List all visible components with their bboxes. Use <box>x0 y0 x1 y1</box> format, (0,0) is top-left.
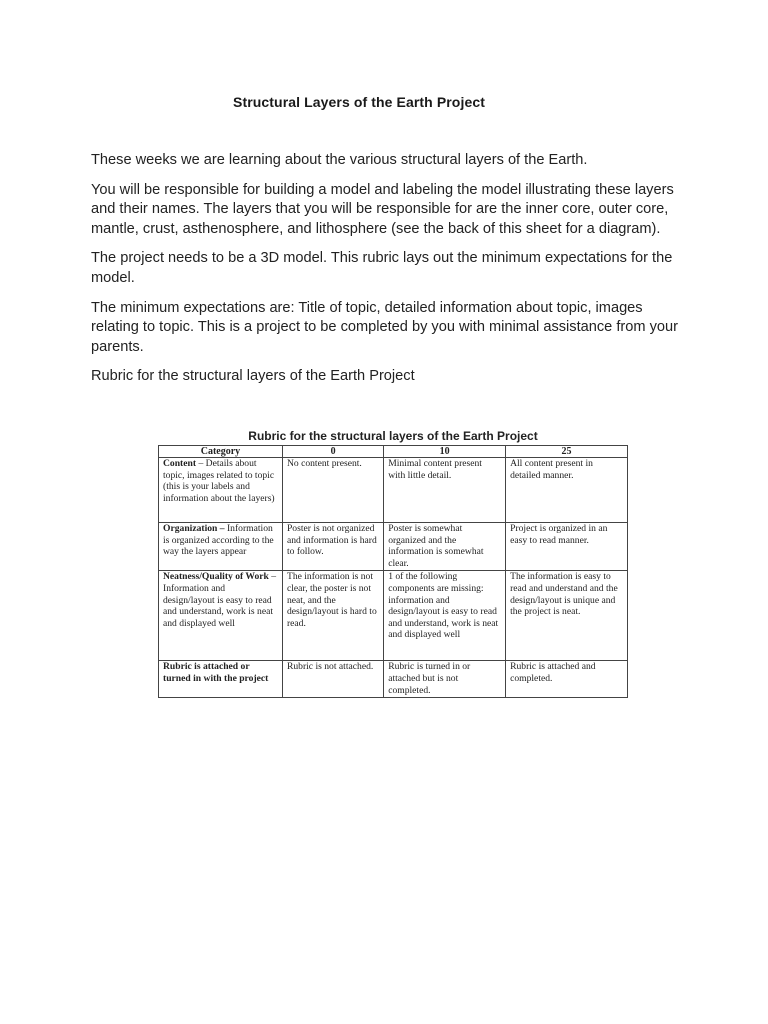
category-name: Content <box>163 458 197 469</box>
header-category: Category <box>159 446 283 458</box>
score-25-cell: Rubric is attached and completed. <box>506 661 628 698</box>
category-description: –Information and design/layout is easy to read and understand, work is neat and displayed well <box>163 571 277 629</box>
rubric-header-row <box>159 446 628 458</box>
row-category <box>159 523 283 571</box>
rubric-image <box>158 428 628 698</box>
row-category <box>159 661 283 698</box>
rubric-caption: Rubric for the structural layers of the Earth Project <box>91 368 415 385</box>
rubric-table <box>158 445 628 698</box>
table-row <box>159 661 628 698</box>
expectations-paragraph: The minimum expectations are: Title of topic, detailed information about topic, images relating to topic. This is a project to be completed by you with minimal assistance from your parents. <box>91 299 678 355</box>
score-25-cell: The information is easy to read and understand and the design/layout is unique and the project is neat. <box>506 571 628 661</box>
category-name: Organization – <box>163 523 225 534</box>
score-0-cell: Poster is not organized and information is hard to follow. <box>282 523 383 571</box>
score-0-cell: No content present. <box>282 458 383 523</box>
model-paragraph: The project needs to be a 3D model. This rubric lays out the minimum expectations for the model. <box>91 250 673 286</box>
score-10-cell: Rubric is turned in or attached but is not completed. <box>384 661 506 698</box>
row-category <box>159 571 283 661</box>
category-name: Neatness/Quality of Work <box>163 571 269 583</box>
intro-paragraph: These weeks we are learning about the various structural layers of the Earth. <box>91 152 588 168</box>
score-0-cell: The information is not clear, the poster is not neat, and the design/layout is hard to read. <box>282 571 383 661</box>
score-10-cell: 1 of the following components are missing: information and design/layout is easy to read and understand, work is neat and displayed well <box>384 571 506 661</box>
header-score-25: 25 <box>506 446 628 458</box>
score-10-cell: Poster is somewhat organized and the information is somewhat clear. <box>384 523 506 571</box>
category-name: Rubric is attached or turned in with the project <box>163 661 269 684</box>
score-0-cell: Rubric is not attached. <box>282 661 383 698</box>
table-row <box>159 571 628 661</box>
document-body <box>91 151 691 387</box>
header-score-10: 10 <box>384 446 506 458</box>
row-category <box>159 458 283 523</box>
table-row <box>159 458 628 523</box>
rubric-title: Rubric for the structural layers of the Earth Project <box>248 429 538 443</box>
responsibility-paragraph: You will be responsible for building a model and labeling the model illustrating these layers and their names. The layers that you will be responsible for are the inner core, outer core, mantle, crust, asthenosphere, and lithosphere (see the back of this sheet for a diagram). <box>91 181 674 237</box>
document-title: Structural Layers of the Earth Project <box>233 94 485 110</box>
score-25-cell: Project is organized in an easy to read manner. <box>506 523 628 571</box>
category-description: Information is organized according to the way the layers appear <box>163 523 274 558</box>
table-row <box>159 523 628 571</box>
header-score-0: 0 <box>282 446 383 458</box>
score-25-cell: All content present in detailed manner. <box>506 458 628 523</box>
score-10-cell: Minimal content present with little detail. <box>384 458 506 523</box>
category-description: – Details about topic, images related to topic (this is your labels and information about the layers) <box>163 458 275 504</box>
